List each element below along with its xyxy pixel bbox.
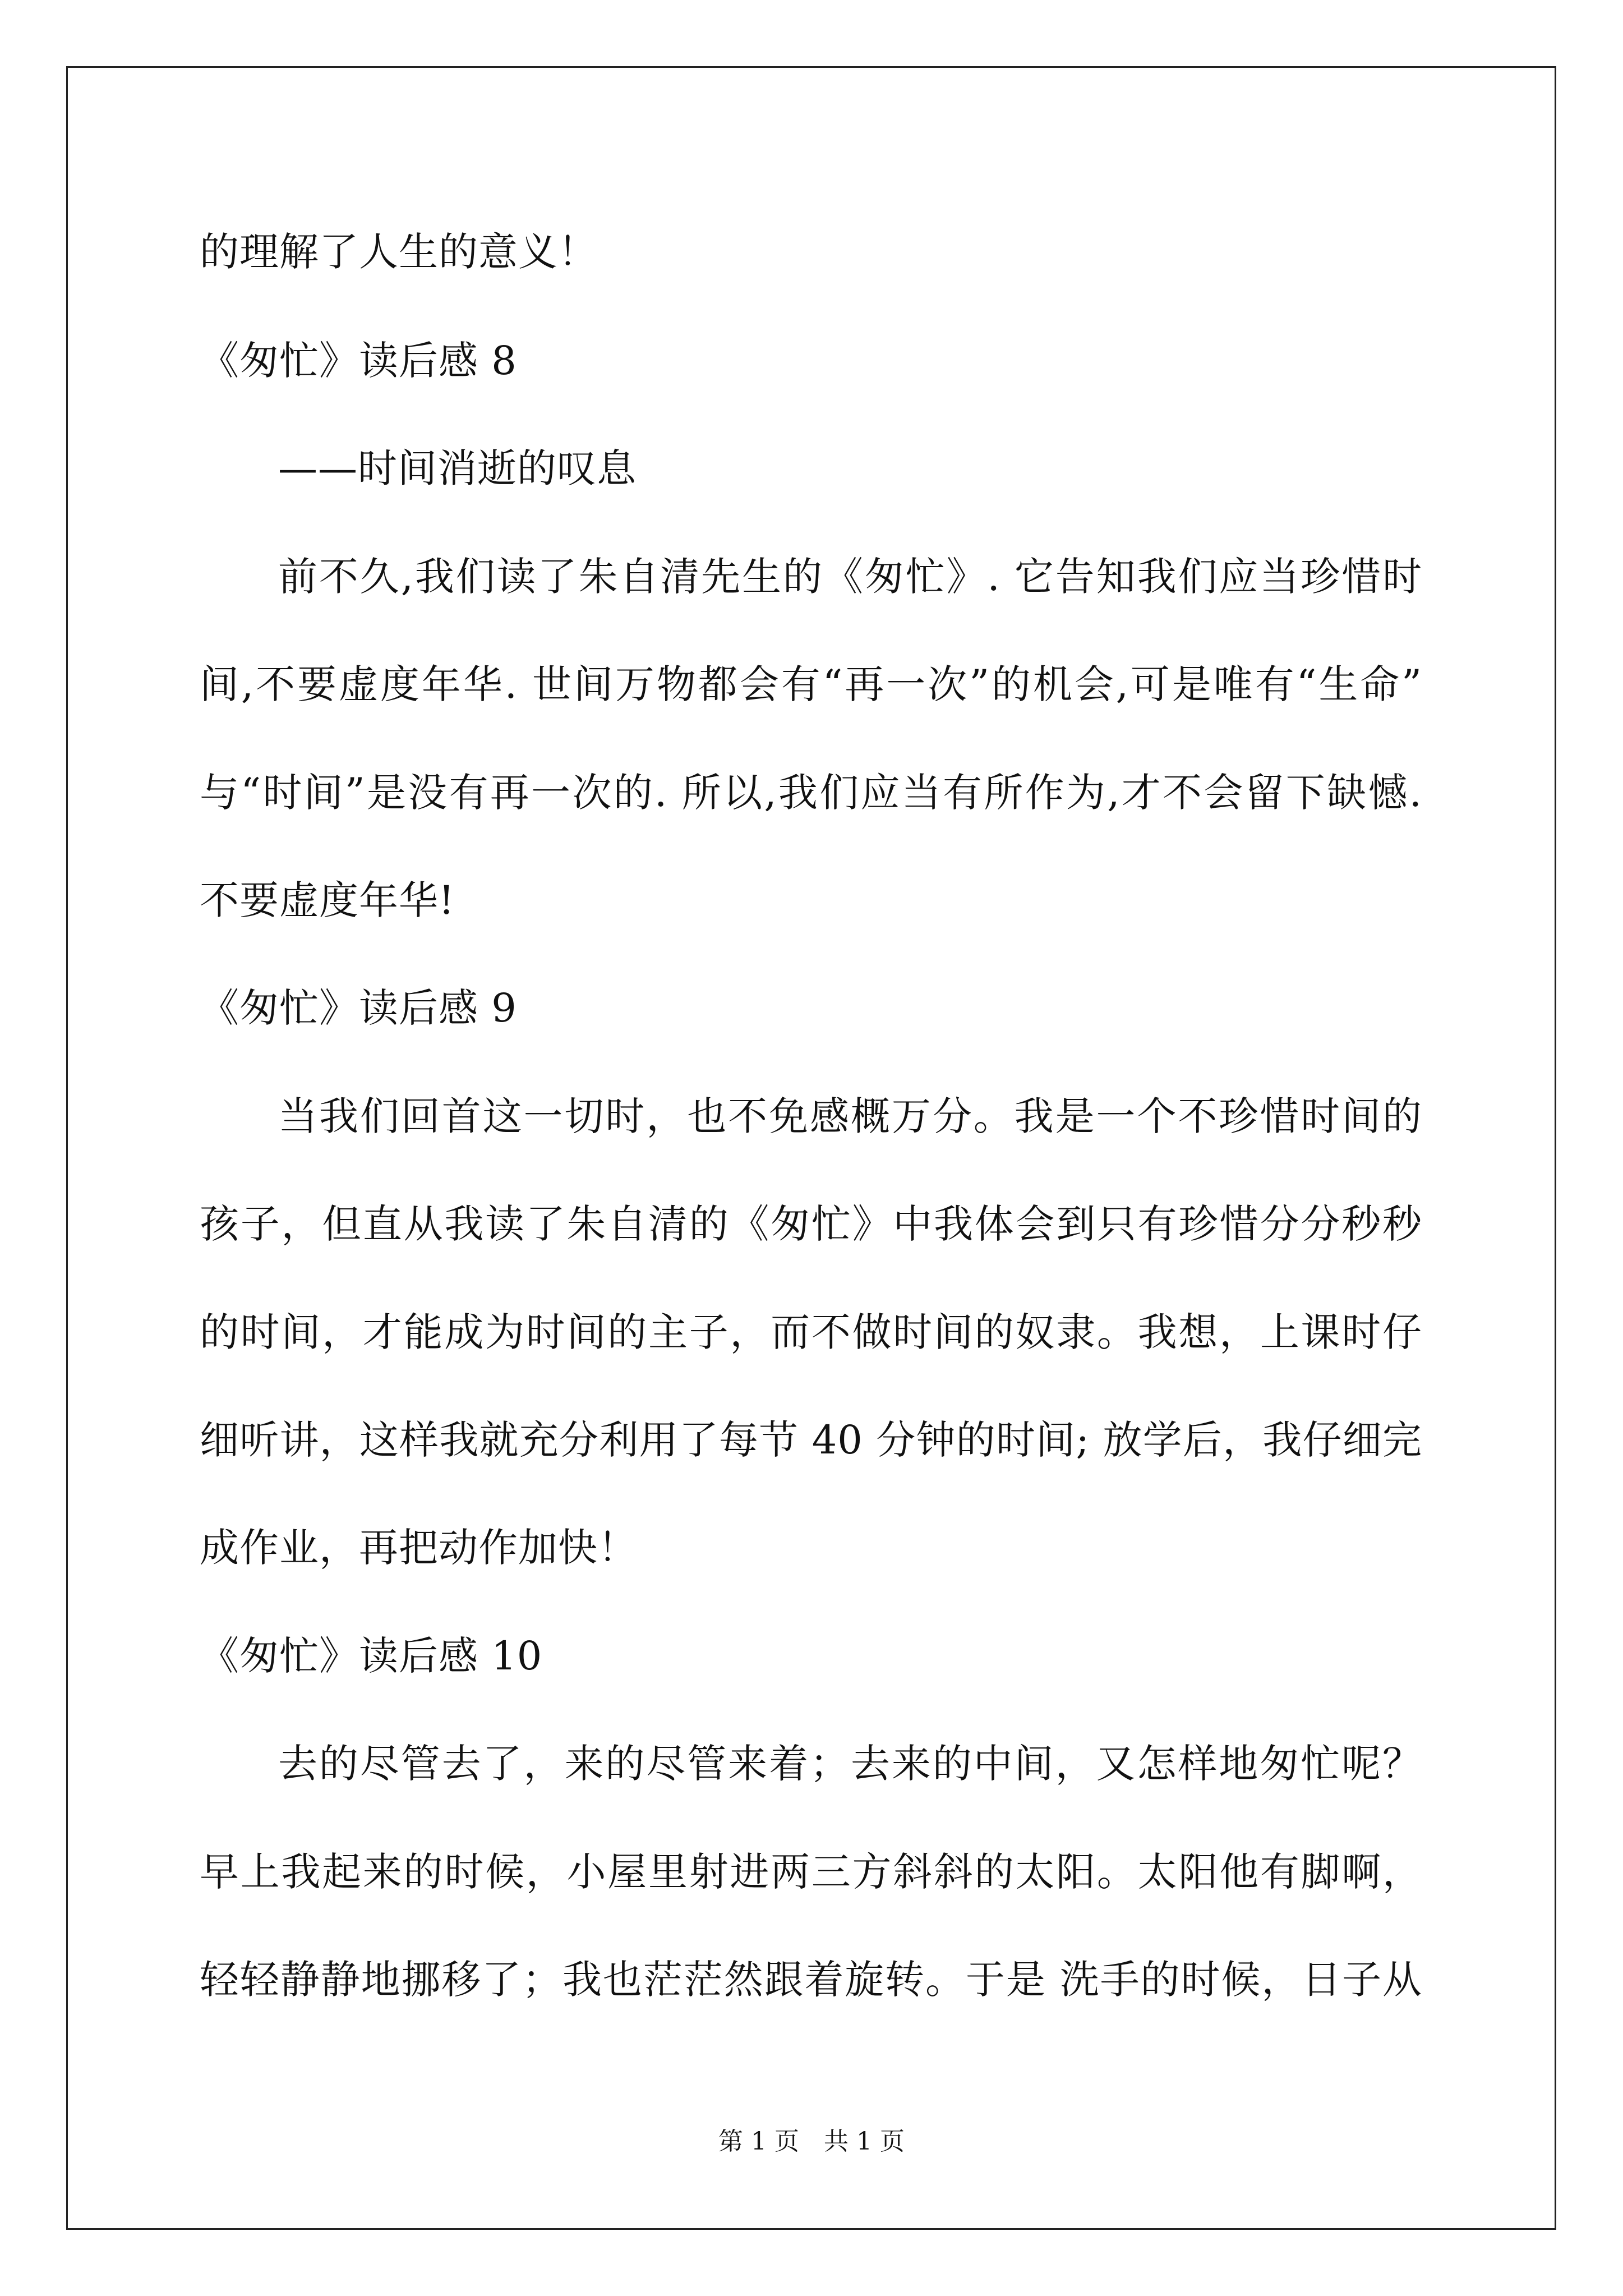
paragraph-line: 与“时间”是没有再一次的. 所以,我们应当有所作为,才不会留下缺憾.: [200, 770, 1422, 816]
paragraph-line: 当我们回首这一切时，也不免感概万分。我是一个不珍惜时间的: [278, 1093, 1422, 1139]
page-footer: 第 1 页 共 1 页: [718, 2127, 905, 2156]
section-heading: 《匆忙》读后感 8: [200, 338, 517, 384]
paragraph-line: 轻轻静静地挪移了；我也茫茫然跟着旋转。于是 洗手的时候，日子从: [200, 1957, 1422, 2003]
section-subtitle: ——时间消逝的叹息: [278, 445, 637, 491]
paragraph-line: 间,不要虚度年华. 世间万物都会有“再一次”的机会,可是唯有“生命”: [200, 661, 1422, 707]
paragraph-line: 去的尽管去了，来的尽管来着；去来的中间，又怎样地匆忙呢？: [278, 1741, 1422, 1787]
paragraph-line: 成作业，再把动作加快！: [200, 1525, 638, 1571]
section-heading: 《匆忙》读后感 10: [200, 1633, 543, 1679]
paragraph-line: 细听讲，这样我就充分利用了每节 40 分钟的时间; 放学后，我仔细完: [200, 1417, 1422, 1463]
paragraph-line: 前不久,我们读了朱自清先生的《匆忙》. 它告知我们应当珍惜时: [278, 554, 1422, 600]
section-heading: 《匆忙》读后感 9: [200, 985, 517, 1031]
page-border: [66, 66, 1556, 2230]
paragraph-line: 的时间，才能成为时间的主子，而不做时间的奴隶。我想，上课时仔: [200, 1309, 1422, 1355]
paragraph-line: 孩子，但直从我读了朱自清的《匆忙》中我体会到只有珍惜分分秒秒: [200, 1201, 1422, 1247]
paragraph-line: 早上我起来的时候，小屋里射进两三方斜斜的太阳。太阳他有脚啊，: [200, 1849, 1422, 1895]
paragraph-line: 不要虚度年华!: [200, 877, 455, 923]
text-line: 的理解了人生的意义！: [200, 229, 598, 275]
